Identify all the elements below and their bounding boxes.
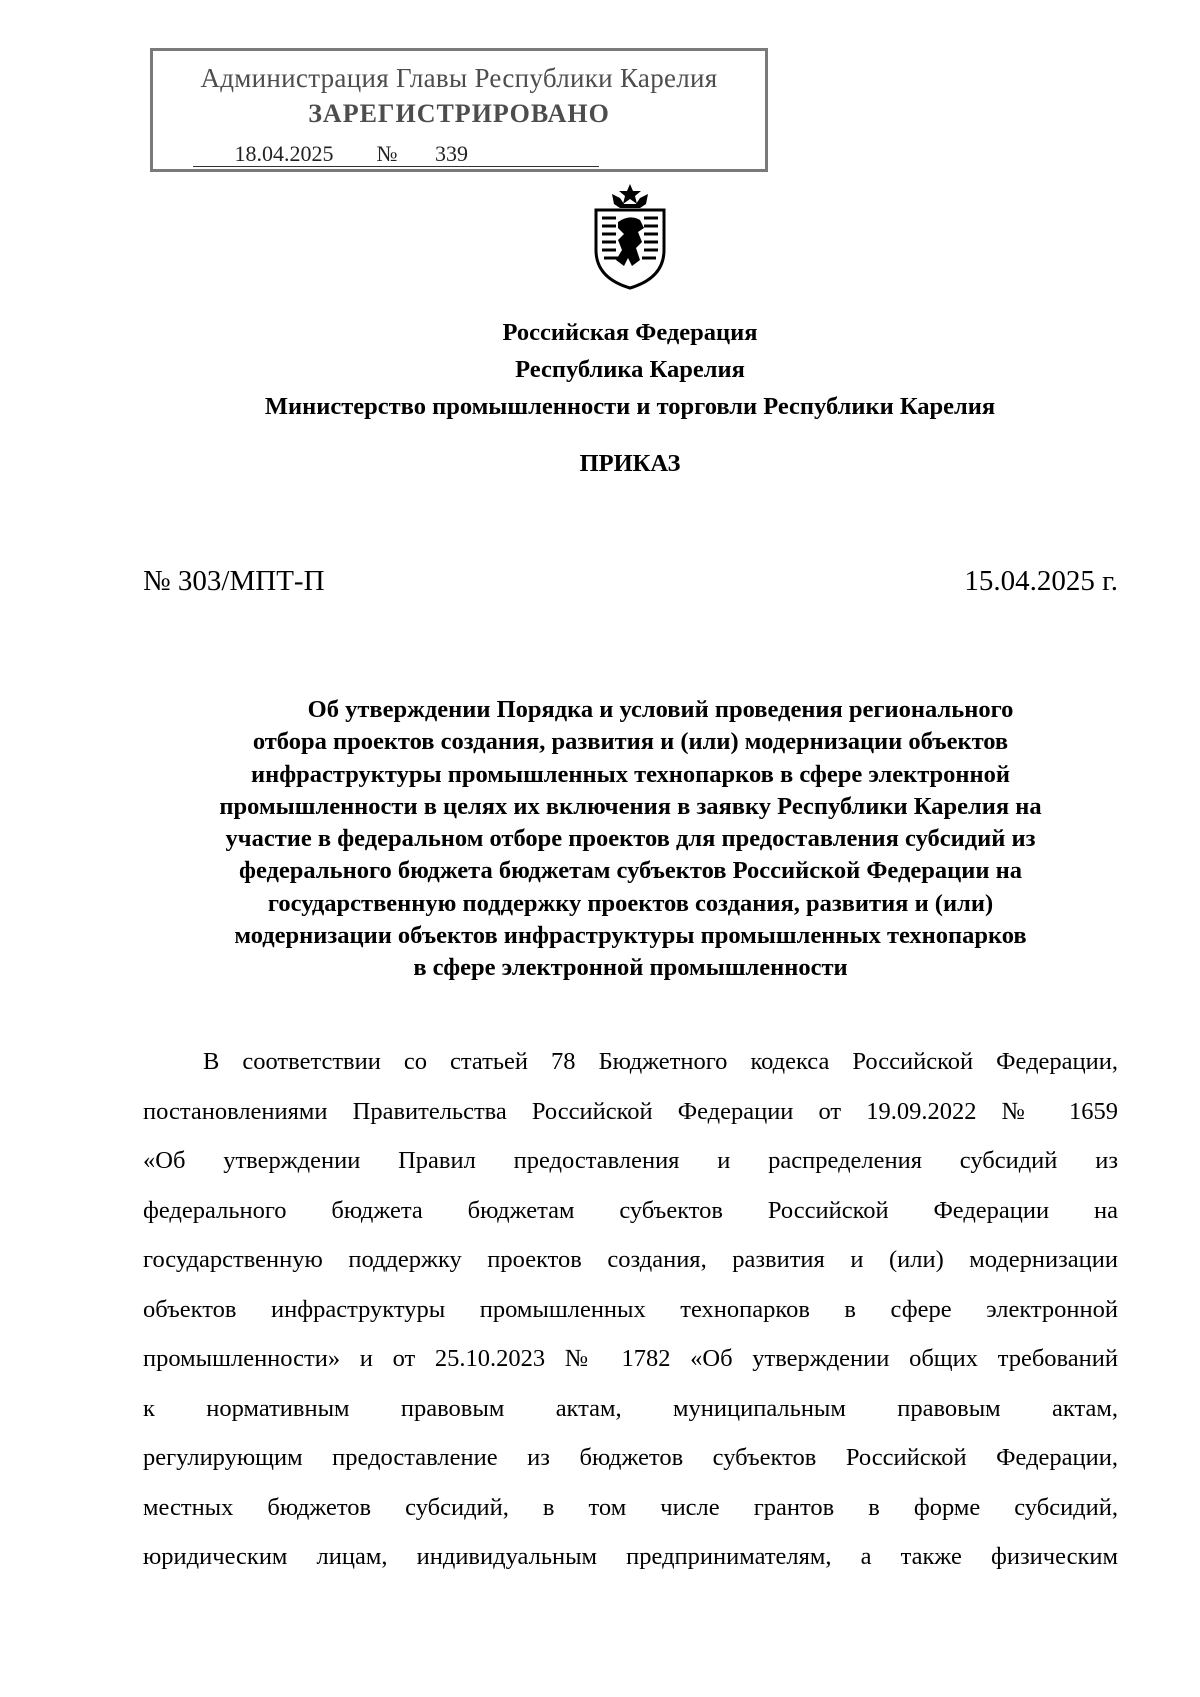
body-line: В соответствии со статьей 78 Бюджетного кодекса Российской Федерации, [203, 1048, 1118, 1075]
document-header [100, 0, 1160, 480]
body-line: постановлениями Правительства Российской Федерации от 19.09.2022 № 1659 [143, 1097, 1118, 1125]
document-date: 15.04.2025 г. [964, 565, 1118, 597]
stamp-status: ЗАРЕГИСТРИРОВАНО [308, 99, 610, 128]
title-line: Об утверждении Порядка и условий проведения регионального [307, 696, 1014, 723]
body-line: к нормативным правовым актам, муниципальным правовым актам, [143, 1394, 1118, 1422]
header-region: Республика Карелия [515, 356, 745, 383]
document-body [143, 1037, 1118, 1582]
body-line: федерального бюджета бюджетам субъектов Российской Федерации на [143, 1196, 1118, 1224]
title-line: инфраструктуры промышленных технопарков в сфере электронной [250, 760, 1011, 788]
header-ministry: Министерство промышленности и торговли Республики Карелия [264, 393, 996, 420]
stamp-date: 18.04.2025 [193, 142, 375, 167]
document-title [143, 694, 1118, 985]
stamp-number: 339 [399, 142, 599, 167]
stamp-number-label: № [376, 141, 398, 166]
header-country: Российская Федерация [502, 319, 758, 346]
title-line: отбора проектов создания, развития и (или) модернизации объектов [252, 728, 1009, 756]
body-line: регулирующим предоставление из бюджетов субъектов Российской Федерации, [143, 1444, 1118, 1471]
title-line: федерального бюджета бюджетам субъектов Российской Федерации на [239, 857, 1022, 885]
stamp-organization: Администрация Главы Республики Карелия [200, 63, 718, 93]
title-line: модернизации объектов инфраструктуры промышленных технопарков [234, 922, 1027, 950]
title-line: государственную поддержку проектов создания, развития и (или) [267, 889, 994, 917]
document-number: № 303/МПТ-П [143, 565, 325, 597]
body-line: юридическим лицам, индивидуальным предпринимателям, а также физическим [143, 1543, 1118, 1570]
body-line: объектов инфраструктуры промышленных технопарков в сфере электронной [143, 1295, 1118, 1323]
body-line: государственную поддержку проектов создания, развития и (или) модернизации [143, 1246, 1118, 1273]
body-line: местных бюджетов субсидий, в том числе грантов в форме субсидий, [143, 1493, 1118, 1521]
header-doc-type: ПРИКАЗ [579, 450, 681, 477]
title-line: участие в федеральном отборе проектов для предоставления субсидий из [225, 825, 1036, 853]
body-line: промышленности» и от 25.10.2023 № 1782 «Об утверждении общих требований [143, 1345, 1118, 1372]
title-line: в сфере электронной промышленности [413, 954, 848, 982]
body-line: «Об утверждении Правил предоставления и распределения субсидий из [143, 1147, 1118, 1174]
title-line: промышленности в целях их включения в заявку Республики Карелия на [219, 792, 1042, 820]
